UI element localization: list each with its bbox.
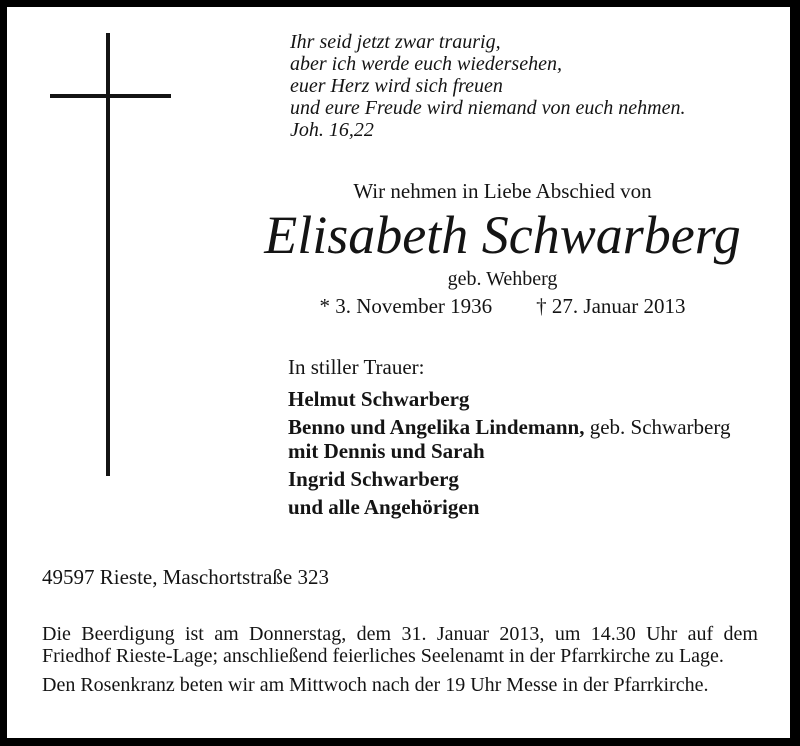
funeral-info [42, 623, 758, 667]
cross-horizontal-bar [50, 94, 171, 98]
mourner-line-children: mit Dennis und Sarah [288, 439, 485, 463]
mourner-line-relatives: und alle Angehörigen [288, 495, 480, 519]
mourner-name-suffix: geb. Schwarberg [589, 415, 731, 439]
mourner-line-ingrid: Ingrid Schwarberg [288, 467, 459, 491]
mourner-line-helmut: Helmut Schwarberg [288, 387, 470, 411]
bible-verse [290, 31, 685, 141]
funeral-line-2: Friedhof Rieste-Lage; anschließend feierliches Seelenamt in der Pfarrkirche zu Lage. [42, 645, 724, 667]
rosary-info: Den Rosenkranz beten wir am Mittwoch nach der 19 Uhr Messe in der Pfarrkirche. [42, 674, 709, 696]
verse-citation: Joh. 16,22 [290, 119, 374, 141]
mourners-section [288, 355, 730, 519]
verse-line-1: Ihr seid jetzt zwar traurig, [290, 31, 501, 53]
mourners-heading: In stiller Trauer: [288, 355, 425, 379]
funeral-line-1: Die Beerdigung ist am Donnerstag, dem 31. Januar 2013, um 14.30 Uhr auf dem [42, 623, 758, 645]
mourner-name-bold: Benno und Angelika Lindemann, [288, 415, 585, 439]
mourner-group-lindemann [288, 415, 730, 463]
verse-line-3: euer Herz wird sich freuen [290, 75, 503, 97]
death-date: † 27. Januar 2013 [536, 294, 686, 318]
mourner-line-benno [288, 415, 730, 439]
farewell-line: Wir nehmen in Liebe Abschied von [353, 179, 652, 203]
maiden-name: geb. Wehberg [447, 268, 558, 290]
address-line: 49597 Rieste, Maschortstraße 323 [42, 565, 329, 589]
verse-line-2: aber ich werde euch wiedersehen, [290, 53, 562, 75]
birth-date: * 3. November 1936 [319, 294, 493, 318]
cross-vertical-bar [106, 33, 110, 476]
deceased-name: Elisabeth Schwarberg [264, 205, 741, 265]
life-dates [240, 294, 765, 318]
verse-line-4: und eure Freude wird niemand von euch nehmen. [290, 97, 686, 119]
